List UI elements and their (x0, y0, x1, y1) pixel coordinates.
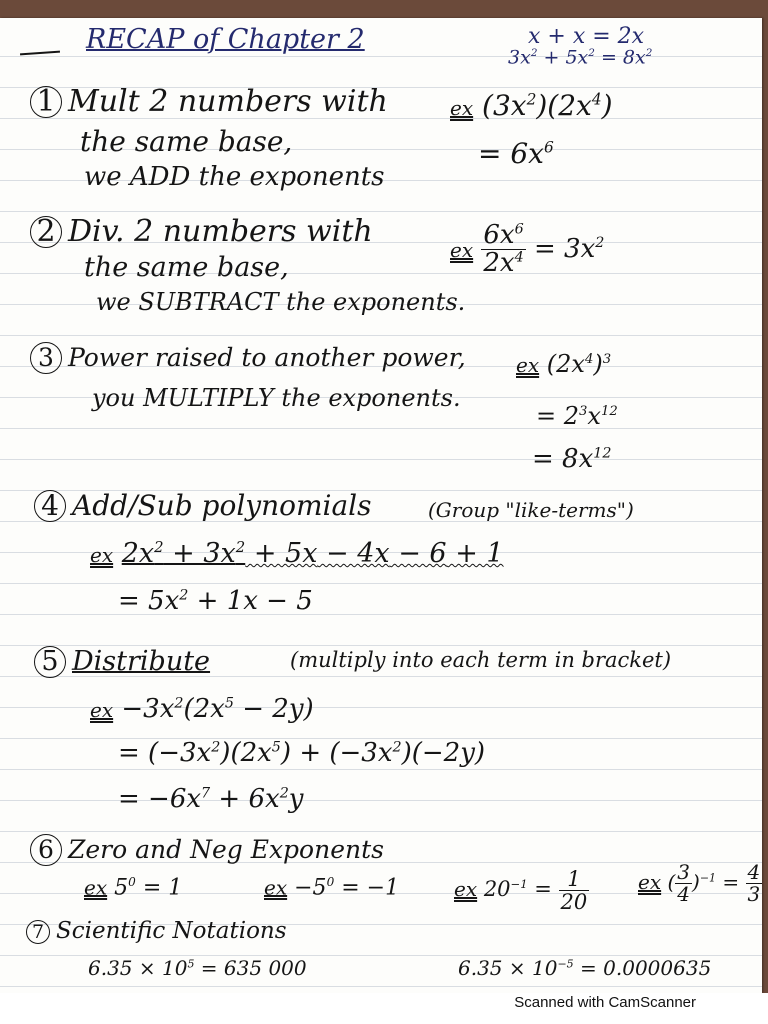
camscanner-watermark: Scanned with CamScanner (514, 994, 696, 1011)
section-5-example: ex $-3x^2(2x^5 - 2y)$ (90, 694, 314, 724)
fraction: $\frac{4}{3}$ (747, 860, 761, 906)
page-title: RECAP of Chapter 2 (86, 24, 365, 55)
ex-label: ex (450, 96, 474, 120)
section-3-example: ex $(2x^4)^3$ (516, 350, 612, 378)
like-term: + $3x^2$ (163, 538, 246, 569)
section-4-heading: 4 Add/Sub polynomials (34, 490, 372, 522)
ex-label: ex (454, 877, 478, 902)
section-4-note: (Group "like-terms") (428, 498, 634, 522)
section-number-5: 5 (34, 646, 66, 678)
ex-label: ex (264, 875, 288, 900)
section-3-heading: 3 Power raised to another power, (30, 342, 466, 374)
section-number-7: 7 (26, 920, 50, 944)
ex-label: ex (90, 543, 114, 567)
section-2-line-3: we SUBTRACT the exponents. (96, 288, 466, 316)
section-1-line-3: we ADD the exponents (84, 162, 385, 192)
ex-label: ex (516, 353, 540, 377)
section-5-heading: 5 Distribute (34, 646, 210, 678)
section-2-heading: 2 Div. 2 numbers with (30, 216, 373, 248)
fraction: $\frac{1}{20}$ (560, 867, 588, 915)
fraction: $\frac{6x^6}{2x^4}$ (483, 220, 524, 279)
ex-label: ex (450, 237, 474, 262)
like-term: + 1 (446, 538, 504, 569)
like-term: − 4x (317, 538, 390, 569)
section-3-step-2: = $8x^{12}$ (532, 444, 612, 474)
section-5-step-2: = $-6x^7 + 6x^2y$ (118, 784, 304, 814)
section-7-example-1: $6.35 \times 10^5 = 635$ 000 (88, 956, 307, 980)
section-number-2: 2 (30, 216, 62, 248)
ex-label: ex (84, 875, 108, 900)
like-term: + 5x (245, 538, 318, 569)
header-equation-1: x + x = 2x (528, 24, 645, 49)
section-2-example: ex $\frac{6x^6}{2x^4}$ = $3x^2$ (450, 220, 605, 279)
like-term: − 6 (389, 538, 447, 569)
section-number-1: 1 (30, 86, 62, 118)
section-6-example-1: ex $5^0 = 1$ (84, 875, 183, 901)
section-6-example-2: ex $-5^0 = -1$ (264, 875, 400, 901)
section-1-result: = $6x^6$ (478, 137, 554, 170)
section-number-4: 4 (34, 490, 66, 522)
section-1-heading: 1 Mult 2 numbers with (30, 86, 388, 118)
like-term: $2x^2$ (121, 538, 164, 569)
section-number-3: 3 (30, 342, 62, 374)
section-3-step-1: = $2^3x^{12}$ (536, 402, 618, 430)
section-7-example-2: $6.35 \times 10^{-5} = 0.0000635$ (458, 956, 712, 980)
ex-label: ex (638, 870, 662, 894)
section-6-example-3: ex $20^{-1}$ = $\frac{1}{20}$ (454, 867, 588, 915)
section-6-example-4: ex ( $\frac{3}{4}$ )$^{-1}$ = $\frac{4}{3}$ (638, 860, 761, 906)
ex-label: ex (90, 698, 114, 722)
section-7-heading: 7 Scientific Notations (26, 920, 287, 944)
section-number-6: 6 (30, 834, 62, 866)
section-4-example (90, 540, 504, 567)
section-1-example: ex $(3x^2)(2x^4)$ (450, 89, 613, 122)
section-5-note: (multiply into each term in bracket) (290, 648, 672, 672)
section-2-line-2: the same base, (84, 252, 289, 283)
section-3-line-2: you MULTIPLY the exponents. (92, 384, 461, 412)
section-1-line-2: the same base, (80, 125, 293, 158)
fraction: $\frac{3}{4}$ (677, 860, 691, 906)
section-6-heading: 6 Zero and Neg Exponents (30, 834, 384, 866)
section-4-result: = $5x^2 + 1x - 5$ (118, 586, 313, 616)
header-equation-2: $3x^2 + 5x^2 = 8x^2$ (508, 46, 653, 69)
section-5-step-1: = $(-3x^2)(2x^5) + (-3x^2)(-2y)$ (118, 738, 486, 768)
